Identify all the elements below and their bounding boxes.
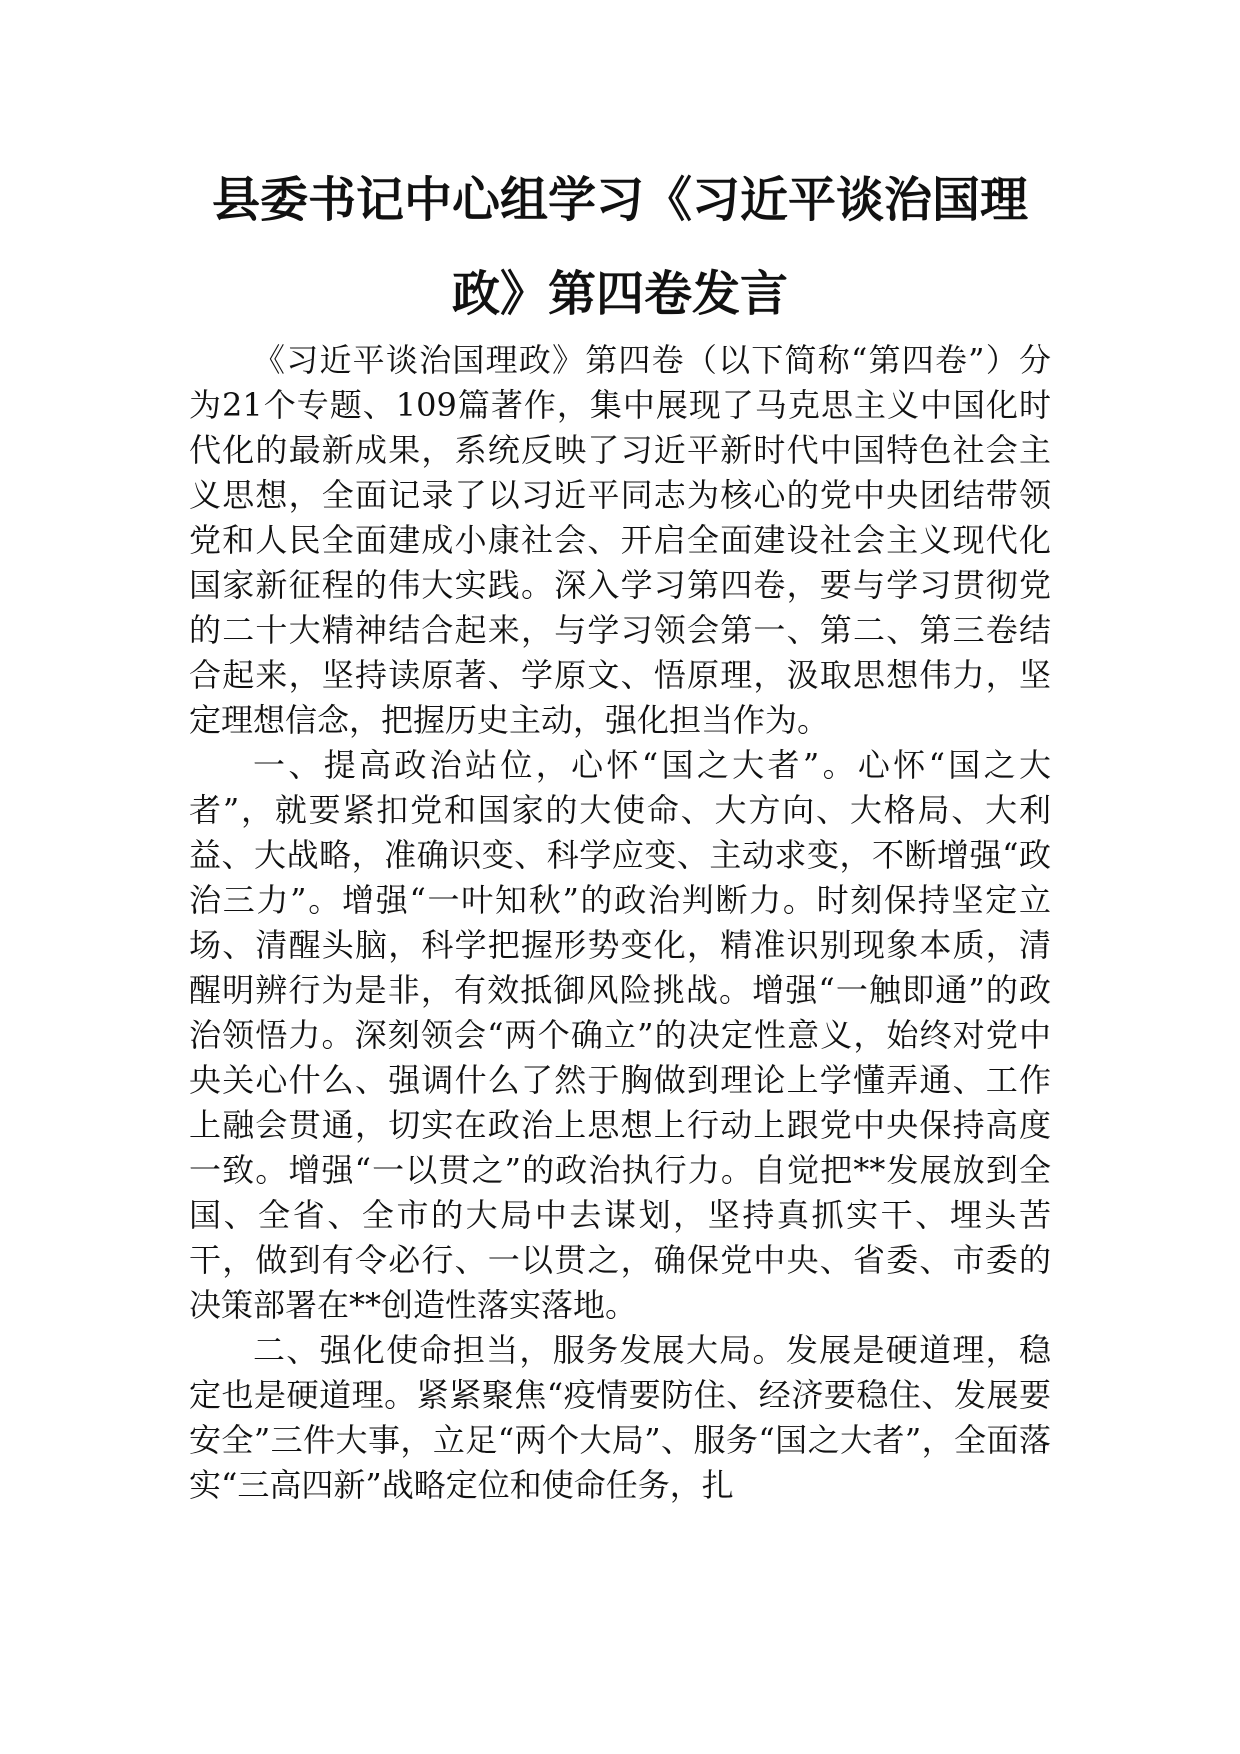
body-paragraph-intro: 《习近平谈治国理政》第四卷（以下简称“第四卷”）分为21个专题、109篇著作，集中展现了马克思主义中国化时代化的最新成果，系统反映了习近平新时代中国特色社会主义思想，全面记录了以习近平同志为核心的党中央团结带领党和人民全面建成小康社会、开启全面建设社会主义现代化国家新征程的伟大实践。深入学习第四卷，要与学习贯彻党的二十大精神结合起来，与学习领会第一、第二、第三卷结合起来，坚持读原著、学原文、悟原理，汲取思想伟力，坚定理想信念，把握历史主动，强化担当作为。: [189, 341, 1051, 739]
document-body: [189, 338, 1051, 1508]
body-paragraph-section-1: 一、提高政治站位，心怀“国之大者”。心怀“国之大者”，就要紧扣党和国家的大使命、大方向、大格局、大利益、大战略，准确识变、科学应变、主动求变，不断增强“政治三力”。增强“一叶知秋”的政治判断力。时刻保持坚定立场、清醒头脑，科学把握形势变化，精准识别现象本质，清醒明辨行为是非，有效抵御风险挑战。增强“一触即通”的政治领悟力。深刻领会“两个确立”的决定性意义，始终对党中央关心什么、强调什么了然于胸做到理论上学懂弄通、工作上融会贯通，切实在政治上思想上行动上跟党中央保持高度一致。增强“一以贯之”的政治执行力。自觉把**发展放到全国、全省、全市的大局中去谋划，坚持真抓实干、埋头苦干，做到有令必行、一以贯之，确保党中央、省委、市委的决策部署在**创造性落实落地。: [189, 746, 1051, 1324]
document-title-line-2: 政》第四卷发言: [451, 266, 788, 322]
document-title-line-1: 县委书记中心组学习《习近平谈治国理: [211, 172, 1028, 228]
body-paragraph-section-2: 二、强化使命担当，服务发展大局。发展是硬道理，稳定也是硬道理。紧紧聚焦“疫情要防住、经济要稳住、发展要安全”三件大事，立足“两个大局”、服务“国之大者”，全面落实“三高四新”战略定位和使命任务，扎: [189, 1331, 1051, 1504]
